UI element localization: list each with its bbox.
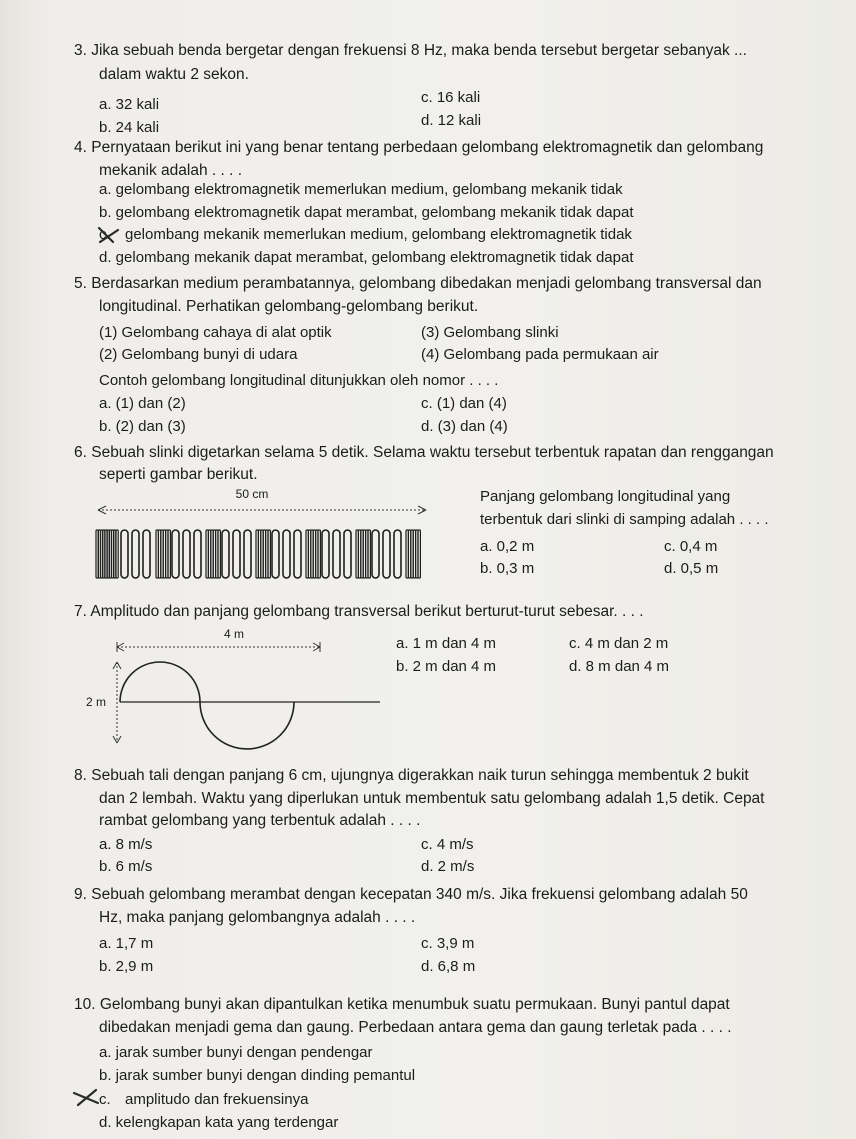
q6-side-text-line2: terbentuk dari slinki di samping adalah . . . .	[480, 511, 769, 528]
q5-item-3: (3) Gelombang slinki	[421, 324, 559, 341]
q8-option-b: b. 6 m/s	[99, 858, 153, 875]
wave-width-label: 4 m	[223, 627, 245, 641]
q9-option-b: b. 2,9 m	[99, 958, 154, 975]
slinki-length-label: 50 cm	[235, 487, 269, 501]
slinki-coil-loop	[121, 530, 128, 578]
q9-text-line1: 9. Sebuah gelombang merambat dengan kecepatan 340 m/s. Jika frekuensi gelombang adalah 50	[74, 886, 748, 903]
slinki-coil-loop	[172, 530, 179, 578]
q4-answer-cross-mark	[96, 224, 124, 246]
q10-answer-cross-mark	[72, 1087, 102, 1109]
slinki-coil-loop	[344, 530, 351, 578]
slinki-coil-loop	[116, 530, 118, 578]
q10-option-d: d. kelengkapan kata yang terdengar	[99, 1114, 339, 1131]
q10-option-c-mark: c.	[99, 1091, 111, 1108]
q8-text-line2: dan 2 lembah. Waktu yang diperlukan untuk membentuk satu gelombang adalah 1,5 detik. Cepat	[99, 790, 765, 807]
slinki-coil-loop	[294, 530, 301, 578]
slinki-coil-loop	[218, 530, 220, 578]
slinki-coil-loop	[318, 530, 320, 578]
q6-option-c: c. 0,4 m	[664, 538, 718, 555]
slinki-coil-loop	[394, 530, 401, 578]
slinki-coil-loop	[183, 530, 190, 578]
slinki-coils	[96, 530, 420, 578]
q4-text-line1: 4. Pernyataan berikut ini yang benar tentang perbedaan gelombang elektromagnetik dan gelombang	[74, 139, 764, 156]
q3-option-b: b. 24 kali	[99, 119, 160, 136]
slinki-coil-loop	[283, 530, 290, 578]
q5-item-2: (2) Gelombang bunyi di udara	[99, 346, 298, 363]
slinki-figure	[92, 484, 442, 584]
q10-option-c: amplitudo dan frekuensinya	[125, 1091, 309, 1108]
q3-text-line1: 3. Jika sebuah benda bergetar dengan frekuensi 8 Hz, maka benda tersebut bergetar sebanyak ...	[74, 42, 747, 59]
q7-option-a: a. 1 m dan 4 m	[396, 635, 497, 652]
slinki-coil-loop	[418, 530, 420, 578]
q3-text-line2: dalam waktu 2 sekon.	[99, 66, 249, 83]
q7-text-line1: 7. Amplitudo dan panjang gelombang transversal berikut berturut-turut sebesar. . . .	[74, 603, 644, 620]
slinki-coil-loop	[322, 530, 329, 578]
q5-option-a: a. (1) dan (2)	[99, 395, 186, 412]
q5-text-line2: longitudinal. Perhatikan gelombang-gelombang berikut.	[99, 298, 479, 315]
slinki-coil-loop	[132, 530, 139, 578]
transverse-wave-figure	[84, 626, 384, 750]
wave-curve	[120, 662, 294, 749]
q3-option-d: d. 12 kali	[421, 112, 482, 129]
q4-option-c-mark: c.	[99, 226, 111, 243]
q6-option-a: a. 0,2 m	[480, 538, 535, 555]
q6-option-d: d. 0,5 m	[664, 560, 719, 577]
q4-option-b: b. gelombang elektromagnetik dapat merambat, gelombang mekanik tidak dapat	[99, 204, 634, 221]
slinki-coil-loop	[168, 530, 170, 578]
q4-option-c: gelombang mekanik memerlukan medium, gelombang elektromagnetik tidak	[125, 226, 632, 243]
slinki-coil-loop	[372, 530, 379, 578]
q9-text-line2: Hz, maka panjang gelombangnya adalah . . . .	[99, 909, 416, 926]
q4-option-a: a. gelombang elektromagnetik memerlukan medium, gelombang mekanik tidak	[99, 181, 623, 198]
q6-side-text-line1: Panjang gelombang longitudinal yang	[480, 488, 731, 505]
q10-text-line1: 10. Gelombang bunyi akan dipantulkan ketika menumbuk suatu permukaan. Bunyi pantul dapat	[74, 996, 730, 1013]
wave-height-label: 2 m	[86, 695, 107, 709]
q8-text-line3: rambat gelombang yang terbentuk adalah . . . .	[99, 812, 421, 829]
slinki-coil-loop	[383, 530, 390, 578]
q6-text-line1: 6. Sebuah slinki digetarkan selama 5 detik. Selama waktu tersebut terbentuk rapatan dan renggangan	[74, 444, 774, 461]
q5-prompt: Contoh gelombang longitudinal ditunjukkan oleh nomor . . . .	[99, 372, 499, 389]
q5-option-d: d. (3) dan (4)	[421, 418, 508, 435]
slinki-coil-loop	[272, 530, 279, 578]
q9-option-c: c. 3,9 m	[421, 935, 475, 952]
slinki-coil-loop	[143, 530, 150, 578]
q7-option-d: d. 8 m dan 4 m	[569, 658, 670, 675]
slinki-coil-loop	[222, 530, 229, 578]
q4-option-d: d. gelombang mekanik dapat merambat, gelombang elektromagnetik tidak dapat	[99, 249, 634, 266]
slinki-coil-loop	[268, 530, 270, 578]
q8-option-c: c. 4 m/s	[421, 836, 474, 853]
q5-item-1: (1) Gelombang cahaya di alat optik	[99, 324, 332, 341]
q8-text-line1: 8. Sebuah tali dengan panjang 6 cm, ujungnya digerakkan naik turun sehingga membentuk 2 bukit	[74, 767, 749, 784]
slinki-coil-loop	[233, 530, 240, 578]
q5-option-c: c. (1) dan (4)	[421, 395, 507, 412]
q5-option-b: b. (2) dan (3)	[99, 418, 186, 435]
q3-option-a: a. 32 kali	[99, 96, 160, 113]
slinki-coil-loop	[194, 530, 201, 578]
q7-option-c: c. 4 m dan 2 m	[569, 635, 669, 652]
q8-option-a: a. 8 m/s	[99, 836, 153, 853]
q9-option-a: a. 1,7 m	[99, 935, 154, 952]
slinki-coil-loop	[244, 530, 251, 578]
slinki-coil-loop	[333, 530, 340, 578]
q7-option-b: b. 2 m dan 4 m	[396, 658, 497, 675]
q8-option-d: d. 2 m/s	[421, 858, 475, 875]
q10-option-b: b. jarak sumber bunyi dengan dinding pemantul	[99, 1067, 416, 1084]
q4-text-line2: mekanik adalah . . . .	[99, 162, 243, 179]
q6-option-b: b. 0,3 m	[480, 560, 535, 577]
q9-option-d: d. 6,8 m	[421, 958, 476, 975]
q6-text-line2: seperti gambar berikut.	[99, 466, 258, 483]
slinki-coil-loop	[368, 530, 370, 578]
q5-item-4: (4) Gelombang pada permukaan air	[421, 346, 659, 363]
q10-option-a: a. jarak sumber bunyi dengan pendengar	[99, 1044, 373, 1061]
q3-option-c: c. 16 kali	[421, 89, 481, 106]
q10-text-line2: dibedakan menjadi gema dan gaung. Perbedaan antara gema dan gaung terletak pada . . . .	[99, 1019, 732, 1036]
q5-text-line1: 5. Berdasarkan medium perambatannya, gelombang dibedakan menjadi gelombang transversal dan	[74, 275, 762, 292]
